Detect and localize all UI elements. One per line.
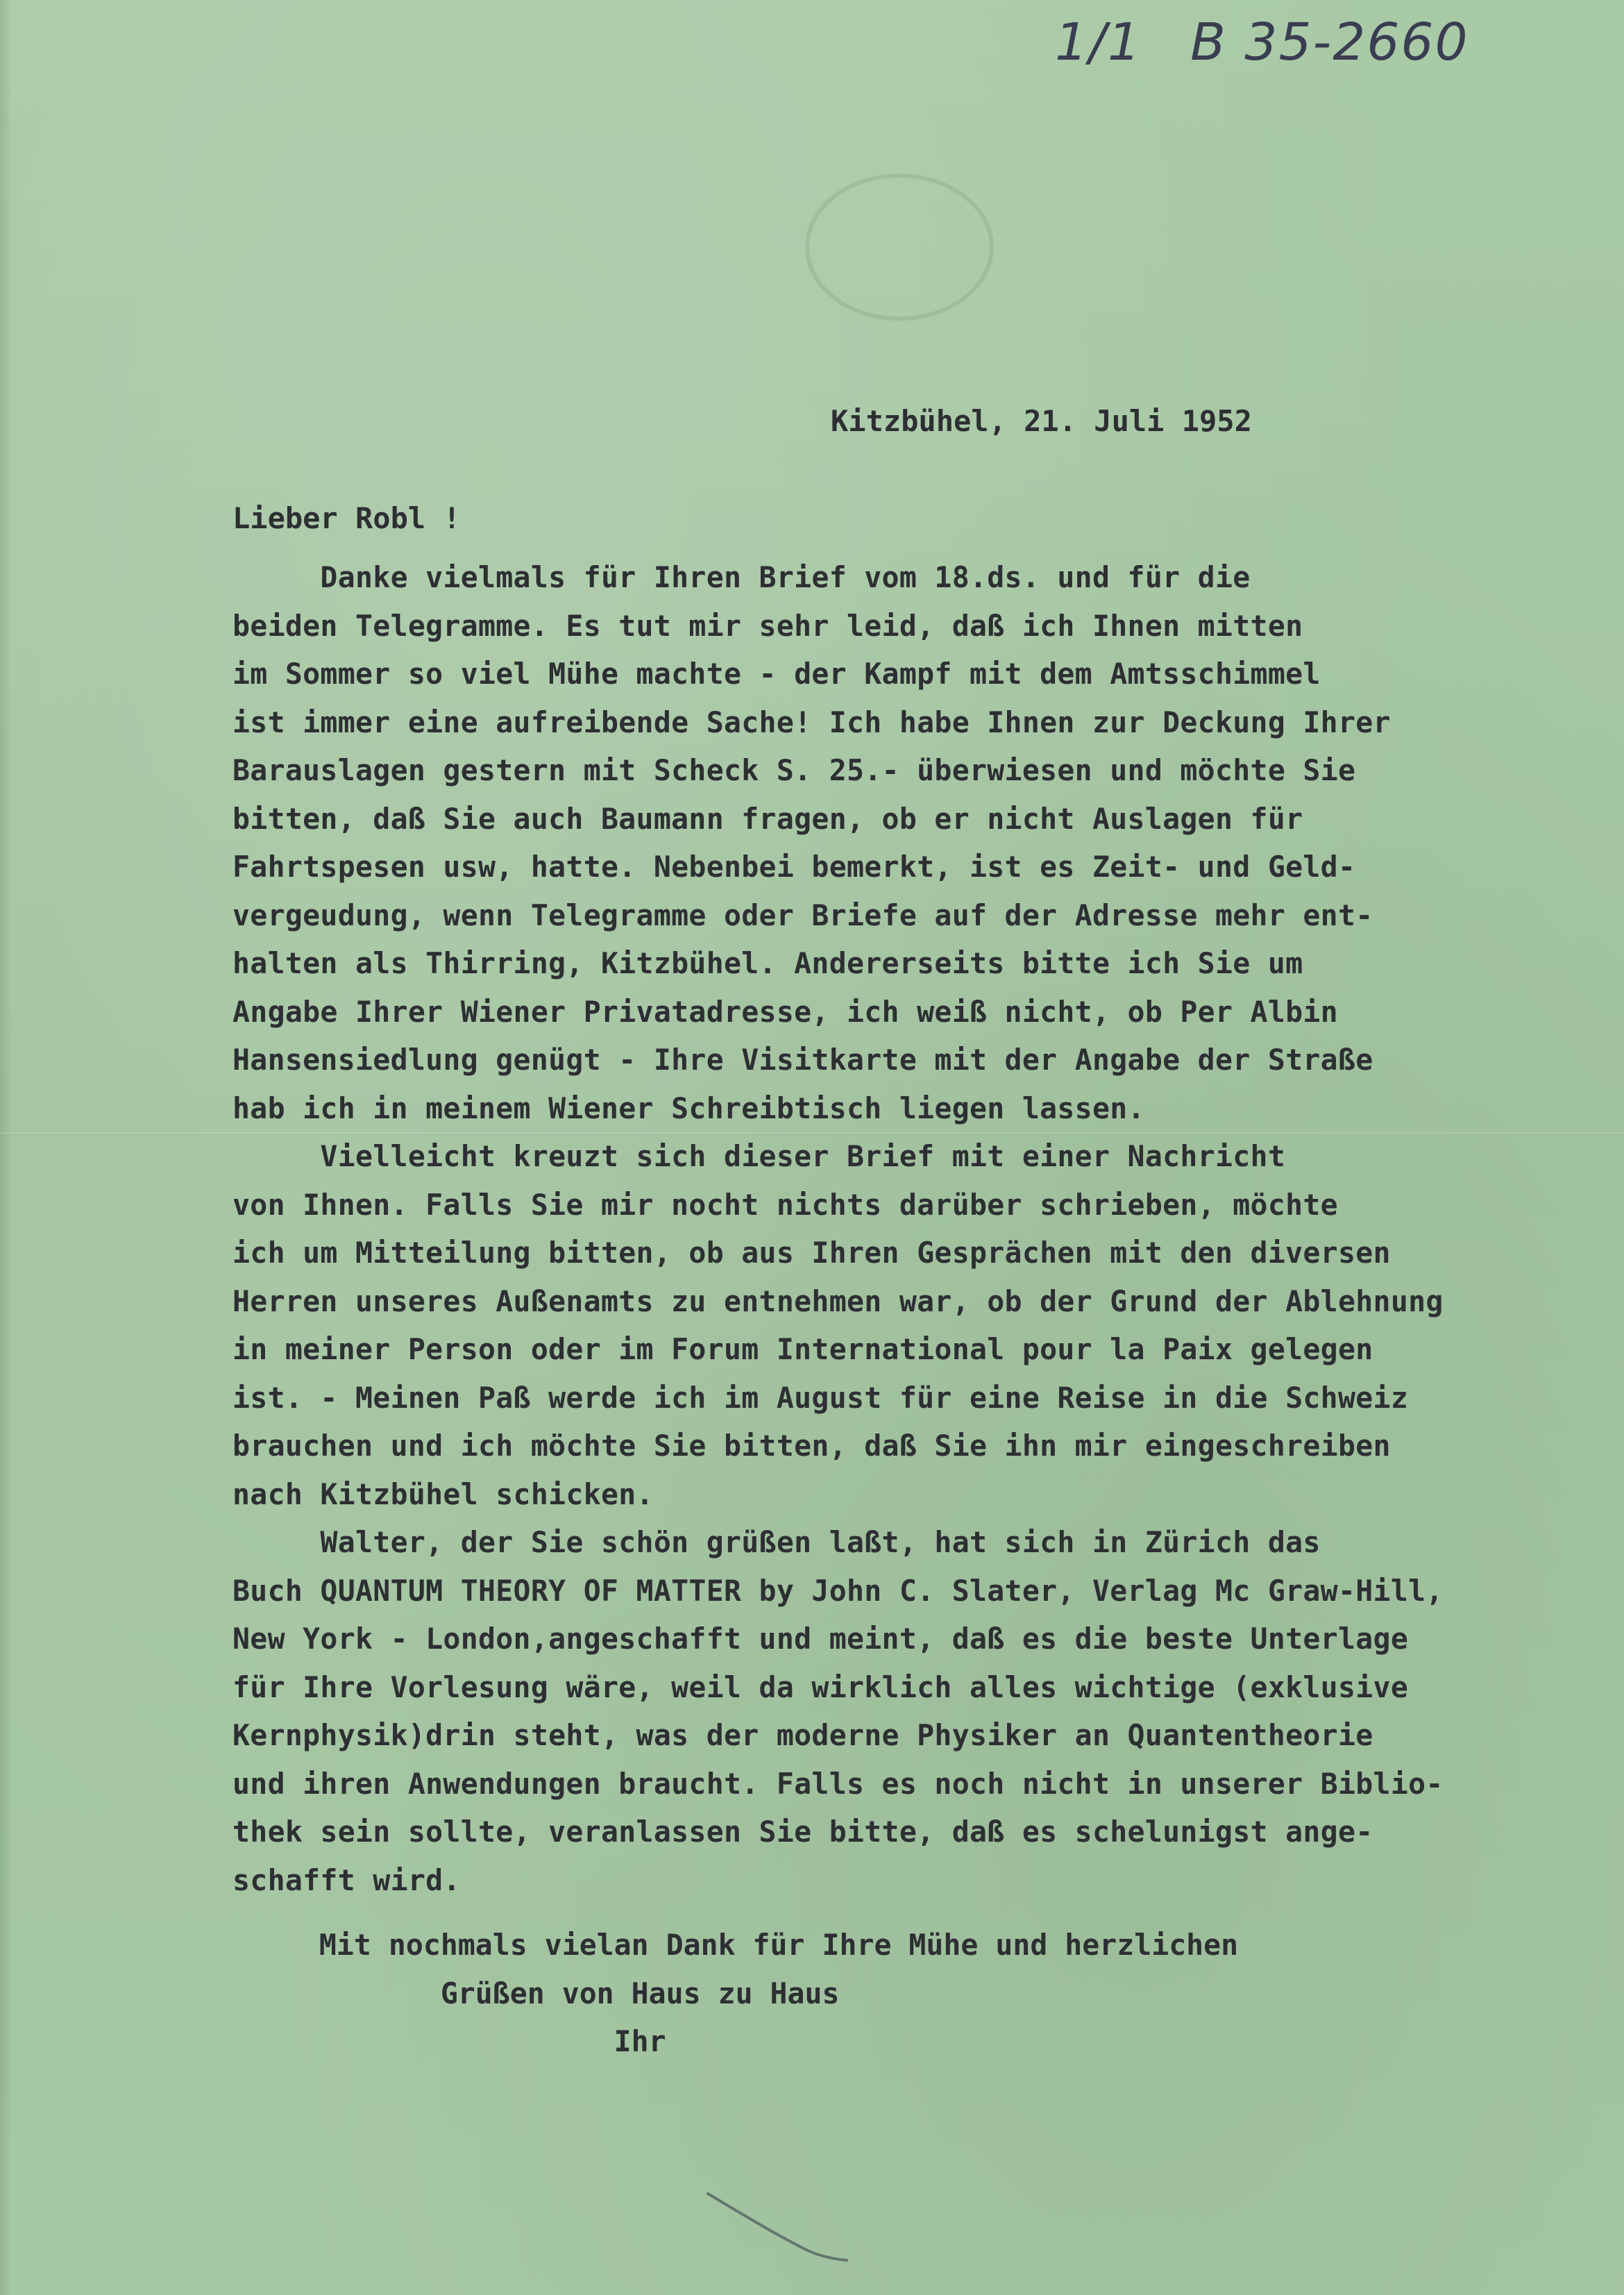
pen-stroke-mark (701, 2187, 854, 2263)
body-line: Angabe Ihrer Wiener Privatadresse, ich weiß nicht, ob Per Albin (232, 994, 1338, 1029)
body-line: Kernphysik)drin steht, was der moderne Physiker an Quantentheorie (232, 1718, 1373, 1752)
body-line: hab ich in meinem Wiener Schreibtisch liegen lassen. (232, 1091, 1145, 1125)
letter-body (232, 553, 1614, 1904)
body-line: Hansensiedlung genügt - Ihre Visitkarte mit der Angabe der Straße (232, 1043, 1373, 1077)
letter-salutation: Lieber Robl ! (232, 501, 461, 535)
body-line: vergeudung, wenn Telegramme oder Briefe auf der Adresse mehr ent- (232, 898, 1373, 932)
paper-edge-shadow (0, 0, 12, 2295)
letter-closing (232, 1921, 1238, 2066)
body-line: ist immer eine aufreibende Sache! Ich habe Ihnen zur Deckung Ihrer (232, 705, 1391, 739)
archive-page-number: 1/1 (1055, 12, 1142, 72)
archive-reference: B 35-2660 (1190, 12, 1469, 72)
body-line: Barauslagen gestern mit Scheck S. 25.- überwiesen und möchte Sie (232, 753, 1356, 787)
body-line: ist. - Meinen Paß werde ich im August für eine Reise in die Schweiz (232, 1380, 1409, 1415)
body-line: ich um Mitteilung bitten, ob aus Ihren Gesprächen mit den diversen (232, 1236, 1391, 1270)
body-line: bitten, daß Sie auch Baumann fragen, ob er nicht Auslagen für (232, 801, 1303, 836)
body-line: für Ihre Vorlesung wäre, weil da wirklich alles wichtige (exklusive (232, 1670, 1409, 1704)
body-line: brauchen und ich möchte Sie bitten, daß Sie ihn mir eingeschreiben (232, 1429, 1391, 1463)
body-line: in meiner Person oder im Forum International pour la Paix gelegen (232, 1332, 1373, 1366)
faint-letterhead-bleedthrough (805, 174, 994, 321)
body-line: Walter, der Sie schön grüßen laßt, hat sich in Zürich das (232, 1525, 1321, 1559)
letter-place-date: Kitzbühel, 21. Juli 1952 (831, 404, 1252, 438)
archive-handwritten-mark (1055, 12, 1582, 89)
body-line: im Sommer so viel Mühe machte - der Kampf mit dem Amtsschimmel (232, 657, 1321, 691)
closing-line: Mit nochmals vielan Dank für Ihre Mühe und herzlichen (232, 1928, 1239, 1962)
body-line: thek sein sollte, veranlassen Sie bitte, daß es schelunigst ange- (232, 1815, 1373, 1849)
body-line: Danke vielmals für Ihren Brief vom 18.ds. und für die (232, 560, 1251, 594)
body-line: beiden Telegramme. Es tut mir sehr leid, daß ich Ihnen mitten (232, 608, 1303, 643)
body-line: Fahrtspesen usw, hatte. Nebenbei bemerkt, ist es Zeit- und Geld- (232, 850, 1356, 884)
body-line: Herren unseres Außenamts zu entnehmen war, ob der Grund der Ablehnung (232, 1284, 1444, 1318)
closing-line: Grüßen von Haus zu Haus (232, 1976, 840, 2010)
body-line: von Ihnen. Falls Sie mir nocht nichts darüber schrieben, möchte (232, 1187, 1338, 1222)
body-line: Vielleicht kreuzt sich dieser Brief mit einer Nachricht (232, 1139, 1286, 1173)
closing-line: Ihr (232, 2024, 666, 2058)
body-line: und ihren Anwendungen braucht. Falls es noch nicht in unserer Biblio- (232, 1766, 1444, 1801)
body-line: halten als Thirring, Kitzbühel. Andererseits bitte ich Sie um (232, 946, 1303, 980)
body-line: nach Kitzbühel schicken. (232, 1477, 654, 1511)
body-line: schafft wird. (232, 1863, 461, 1897)
body-line: New York - London,angeschafft und meint, daß es die beste Unterlage (232, 1622, 1409, 1656)
body-line: Buch QUANTUM THEORY OF MATTER by John C. Slater, Verlag Mc Graw-Hill, (232, 1573, 1444, 1608)
